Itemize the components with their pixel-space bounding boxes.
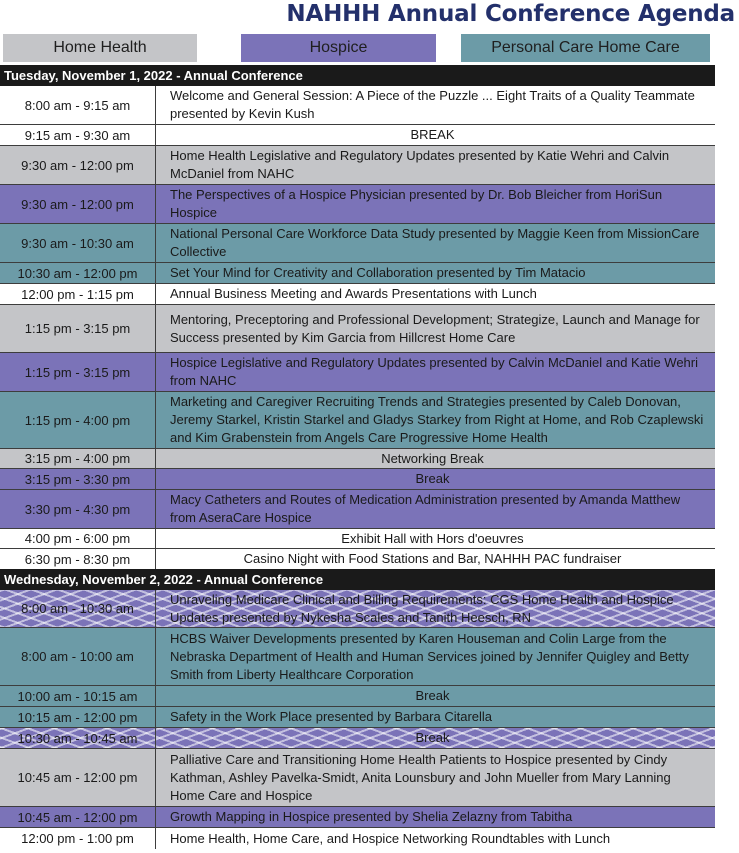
session-description: Casino Night with Food Stations and Bar, NAHHH PAC fundraiser <box>243 551 622 566</box>
agenda-row <box>0 146 715 185</box>
session-time: 10:45 am - 12:00 pm <box>0 807 156 827</box>
session-description: Annual Business Meeting and Awards Presentations with Lunch <box>170 286 537 301</box>
agenda-row <box>0 469 715 490</box>
session-description: HCBS Waiver Developments presented by Karen Houseman and Colin Large from the Nebraska Department of Health and Human Services joined by Jennifer Quigley and Betty Smith from Liberty Healthcare Corporation <box>170 630 689 682</box>
session-time: 10:45 am - 12:00 pm <box>0 749 156 806</box>
session-time: 1:15 pm - 4:00 pm <box>0 392 156 448</box>
agenda-row <box>0 490 715 529</box>
session-description: Break <box>415 471 450 486</box>
agenda-row <box>0 549 715 569</box>
legend-home-health: Home Health <box>3 34 197 62</box>
session-time: 8:00 am - 10:30 am <box>0 590 156 627</box>
session-time: 9:30 am - 10:30 am <box>0 224 156 262</box>
session-time: 9:15 am - 9:30 am <box>0 125 156 145</box>
session-description: National Personal Care Workforce Data Study presented by Maggie Keen from MissionCare Collective <box>170 226 700 259</box>
agenda-row <box>0 125 715 146</box>
agenda-row <box>0 728 715 749</box>
session-time: 3:15 pm - 4:00 pm <box>0 449 156 468</box>
session-time: 4:00 pm - 6:00 pm <box>0 529 156 548</box>
session-time: 10:00 am - 10:15 am <box>0 686 156 706</box>
agenda-table <box>0 65 715 849</box>
legend-hospice: Hospice <box>241 34 436 62</box>
session-description: Safety in the Work Place presented by Barbara Citarella <box>170 709 493 724</box>
agenda-row <box>0 263 715 284</box>
agenda-row <box>0 686 715 707</box>
session-description: Macy Catheters and Routes of Medication Administration presented by Amanda Matthew from AseraCare Hospice <box>170 492 681 525</box>
session-description: Hospice Legislative and Regulatory Updates presented by Calvin McDaniel and Katie Wehri from NAHC <box>170 355 698 388</box>
session-description: Home Health Legislative and Regulatory Updates presented by Katie Wehri and Calvin McDaniel from NAHC <box>170 148 670 181</box>
session-time: 1:15 pm - 3:15 pm <box>0 305 156 352</box>
session-description: Set Your Mind for Creativity and Collaboration presented by Tim Matacio <box>170 265 586 280</box>
agenda-row <box>0 807 715 828</box>
session-description: Exhibit Hall with Hors d'oeuvres <box>341 530 524 546</box>
session-time: 1:15 pm - 3:15 pm <box>0 353 156 391</box>
session-time: 10:15 am - 12:00 pm <box>0 707 156 727</box>
session-time: 3:15 pm - 3:30 pm <box>0 469 156 489</box>
agenda-row <box>0 590 715 628</box>
session-time: 9:30 am - 12:00 pm <box>0 146 156 184</box>
agenda-row <box>0 224 715 263</box>
agenda-row <box>0 305 715 353</box>
session-time: 8:00 am - 10:00 am <box>0 628 156 685</box>
day-heading-tuesday: Tuesday, November 1, 2022 - Annual Conference <box>0 65 715 86</box>
agenda-row <box>0 392 715 449</box>
session-description: Palliative Care and Transitioning Home Health Patients to Hospice presented by Cindy Kathman, Ashley Pavelka-Smidt, Anita Lounsbury and John Mueller from Mary Lanning Home Care and Hospice <box>170 751 671 803</box>
session-description: Break <box>415 730 450 745</box>
session-description: Growth Mapping in Hospice presented by Shelia Zelazny from Tabitha <box>170 809 573 824</box>
agenda-row <box>0 529 715 549</box>
agenda-row <box>0 749 715 807</box>
session-description: The Perspectives of a Hospice Physician presented by Dr. Bob Bleicher from HoriSun Hospice <box>170 187 663 220</box>
legend-personal-care: Personal Care Home Care <box>461 34 710 62</box>
session-description: Networking Break <box>381 450 484 466</box>
session-time: 6:30 pm - 8:30 pm <box>0 549 156 569</box>
agenda-row <box>0 449 715 469</box>
agenda-row <box>0 284 715 305</box>
session-description: Break <box>415 688 450 703</box>
agenda-row <box>0 353 715 392</box>
session-description: Home Health, Home Care, and Hospice Networking Roundtables with Lunch <box>170 830 611 846</box>
session-description: BREAK <box>410 127 455 142</box>
session-time: 8:00 am - 9:15 am <box>0 86 156 124</box>
agenda-row <box>0 628 715 686</box>
agenda-row <box>0 828 715 849</box>
page-title: NAHHH Annual Conference Agenda <box>286 1 735 27</box>
session-description: Mentoring, Preceptoring and Professional Development; Strategize, Launch and Manage for Success presented by Kim Garcia from Hillcrest Home Care <box>170 311 700 345</box>
session-time: 12:00 pm - 1:15 pm <box>0 284 156 304</box>
agenda-row <box>0 185 715 224</box>
session-time: 10:30 am - 10:45 am <box>0 728 156 748</box>
session-description: Welcome and General Session: A Piece of the Puzzle ... Eight Traits of a Quality Teammate presented by Kevin Kush <box>170 88 695 121</box>
session-time: 10:30 am - 12:00 pm <box>0 263 156 283</box>
session-description: Marketing and Caregiver Recruiting Trends and Strategies presented by Caleb Donovan, Jeremy Starkel, Kristin Starkel and Gladys Starkey from Right at Home, and Rob Czaplewski and Kim Grabenstein from Angels Care Progressive Home Health <box>170 394 704 445</box>
session-time: 3:30 pm - 4:30 pm <box>0 490 156 528</box>
session-time: 9:30 am - 12:00 pm <box>0 185 156 223</box>
session-time: 12:00 pm - 1:00 pm <box>0 828 156 849</box>
day-heading-wednesday: Wednesday, November 2, 2022 - Annual Conference <box>0 569 715 590</box>
agenda-row <box>0 707 715 728</box>
session-description: Unraveling Medicare Clinical and Billing Requirements: CGS Home Health and Hospice Updates presented by Nykesha Scales and Tanith Heesch, RN <box>170 591 674 625</box>
agenda-row <box>0 86 715 125</box>
